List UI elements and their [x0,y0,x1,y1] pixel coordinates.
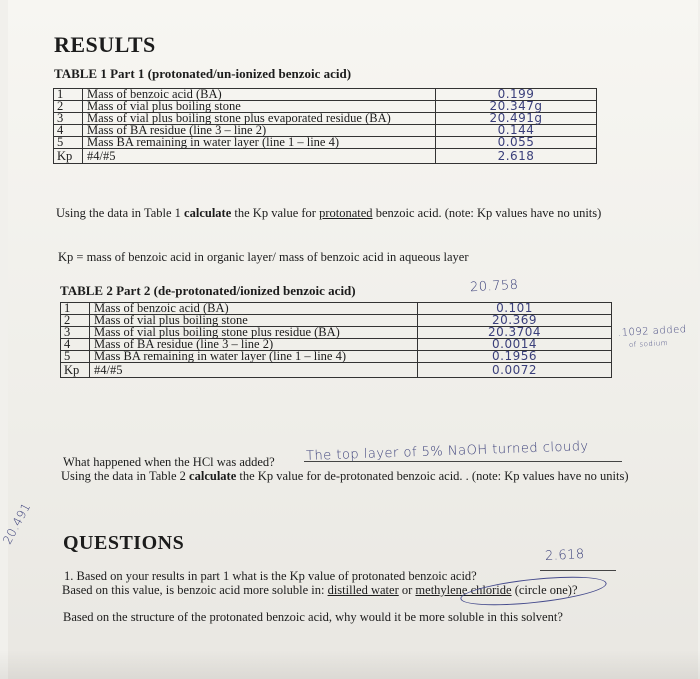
table-row [61,363,612,378]
row-value: 20.369 [418,315,612,327]
row-number: 5 [54,137,83,149]
row-number: 4 [54,125,83,137]
hcl-question: What happened when the HCl was added? [63,455,275,469]
table-row [61,351,612,363]
row-number: 5 [61,351,90,363]
row-label: Mass BA remaining in water layer (line 1 – line 4) [83,137,436,149]
row-label: Mass of benzoic acid (BA) [83,89,436,101]
question-1-answer: 2.618 [544,546,586,565]
row-label: Mass of vial plus boiling stone plus residue (BA) [90,327,418,339]
row-number: 3 [54,113,83,125]
hcl-answer-line [304,461,622,462]
table-row [54,137,597,149]
row-number: 2 [54,101,83,113]
row-label: #4/#5 [83,149,436,164]
row-value: 0.0072 [418,363,612,378]
side-note-sodium: of sodium [628,338,669,350]
row-label: Mass of benzoic acid (BA) [90,303,418,315]
margin-note: 20.491 [0,500,34,547]
question-1-answer-line [540,570,616,571]
row-number: Kp [54,149,83,164]
side-note-added: .1092 added [617,324,687,339]
results-heading: RESULTS [54,32,156,57]
row-number: 4 [61,339,90,351]
row-value: 0.144 [436,125,597,137]
row-value: 20.347g [436,101,597,113]
row-label: Mass BA remaining in water layer (line 1 – line 4) [90,351,418,363]
question-1: 1. Based on your results in part 1 what is the Kp value of protonated benzoic acid? [64,569,477,583]
table1-title: TABLE 1 Part 1 (protonated/un-ionized benzoic acid) [54,66,352,81]
row-number: 3 [61,327,90,339]
row-number: 2 [61,315,90,327]
table2-title: TABLE 2 Part 2 (de-protonated/ionized benzoic acid) [60,283,356,298]
kp-formula: Kp = mass of benzoic acid in organic layer/ mass of benzoic acid in aqueous layer [58,250,469,264]
row-label: #4/#5 [90,363,418,378]
hcl-answer: The top layer of 5% NaOH turned cloudy [305,439,589,464]
row-value: 20.3704 [418,327,612,339]
row-number: 1 [61,303,90,315]
row-value: 20.491g [436,113,597,125]
question-3: Based on the structure of the protonated benzoic acid, why would it be more soluble in this solvent? [63,610,563,624]
question-2: Based on this value, is benzoic acid more soluble in: distilled water or methylene chloride (circle one)? [62,583,578,597]
row-number: 1 [54,89,83,101]
option-methylene-chloride[interactable]: methylene chloride [415,583,512,597]
questions-heading: QUESTIONS [63,532,185,554]
instruction-table1: Using the data in Table 1 calculate the Kp value for protonated benzoic acid. (note: Kp values have no units) [56,206,602,220]
row-value: 0.055 [436,137,597,149]
table2 [60,302,612,378]
row-value: 0.1956 [418,351,612,363]
option-distilled-water[interactable]: distilled water [327,583,399,597]
row-label: Mass of vial plus boiling stone [90,315,418,327]
row-label: Mass of BA residue (line 3 – line 2) [83,125,436,137]
row-number: Kp [61,363,90,378]
row-value: 0.199 [436,89,597,101]
photo-shadow [0,650,700,679]
handwritten-note-2758: 20.758 [469,277,519,296]
row-value: 2.618 [436,149,597,164]
row-value: 0.101 [418,303,612,315]
answer-circle [459,571,608,610]
row-value: 0.0014 [418,339,612,351]
row-label: Mass of vial plus boiling stone [83,101,436,113]
row-label: Mass of vial plus boiling stone plus evaporated residue (BA) [83,113,436,125]
table1 [53,88,597,164]
table-row [54,149,597,164]
instruction-table2: Using the data in Table 2 calculate the Kp value for de-protonated benzoic acid. . (note: Kp values have no units) [61,469,629,483]
row-label: Mass of BA residue (line 3 – line 2) [90,339,418,351]
